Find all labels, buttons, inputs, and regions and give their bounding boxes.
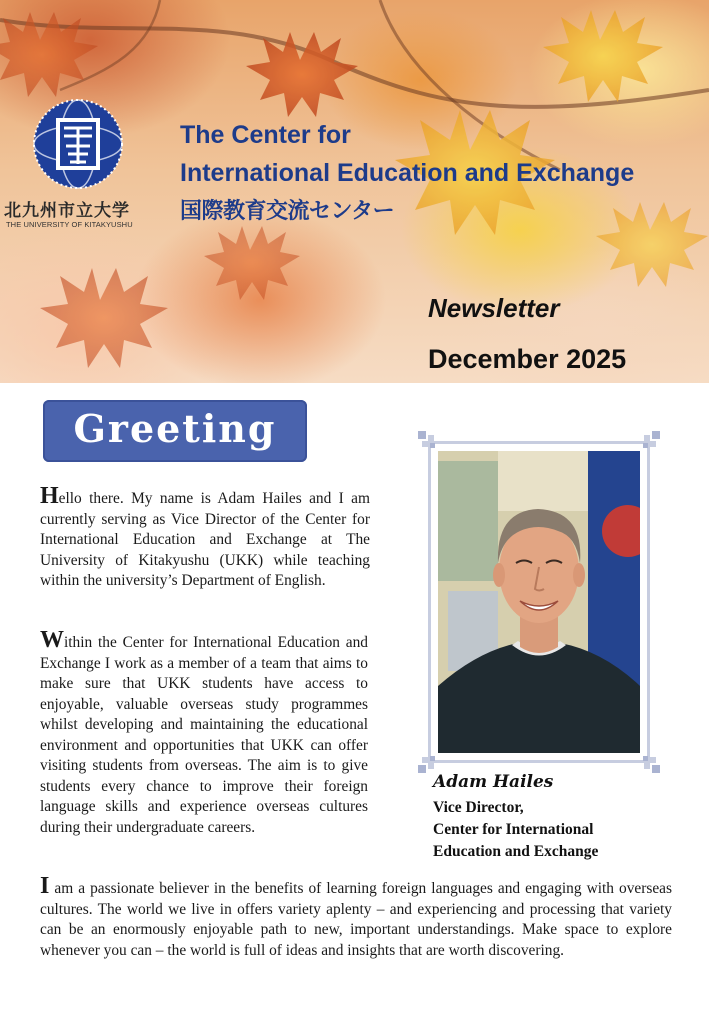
- profile-role-line2: Center for International: [433, 821, 594, 838]
- profile-name: Adam Hailes: [433, 772, 554, 792]
- portrait-photo: [438, 451, 640, 753]
- profile-role-line3: Education and Exchange: [433, 843, 599, 860]
- paragraph-role: [40, 628, 368, 838]
- newsletter-label: Newsletter: [428, 293, 560, 323]
- center-title-line1: The Center for: [180, 121, 351, 149]
- center-title: [180, 116, 705, 192]
- center-title-jp: 国際教育交流センター: [180, 199, 395, 224]
- frame-corner-icon: [418, 431, 448, 461]
- university-emblem-icon: [30, 96, 126, 192]
- paragraph-belief: [40, 874, 672, 961]
- profile-role: [433, 797, 683, 863]
- frame-corner-icon: [418, 743, 448, 773]
- frame-corner-icon: [630, 743, 660, 773]
- paragraph-intro: [40, 484, 370, 592]
- frame-corner-icon: [630, 431, 660, 461]
- greeting-heading-box: [43, 400, 307, 462]
- drop-cap: I: [40, 873, 50, 899]
- university-name-en: THE UNIVERSITY OF KITAKYUSHU: [6, 220, 133, 229]
- header-banner: [0, 0, 709, 383]
- drop-cap: W: [40, 627, 64, 653]
- paragraph-text: ello there. My name is Adam Hailes and I am currently serving as Vice Director of the Center for International Education and Exchange at The University of Kitakyushu (UKK) while teaching within the university’s Department of English.: [40, 490, 370, 589]
- issue-date: December 2025: [428, 344, 627, 374]
- portrait-frame: [418, 431, 660, 773]
- paragraph-text: am a passionate believer in the benefits of learning foreign languages and engaging with overseas cultures. The world we live in offers variety aplenty – and experiencing and processing that variety can be an enormously enjoyable path to new, important understandings. Make space to explore whenever you can – the world is full of ideas and insights that are worth discovering.: [40, 880, 672, 959]
- greeting-heading: Greeting: [73, 406, 277, 451]
- drop-cap: H: [40, 483, 59, 509]
- university-name-jp: 北九州市立大学: [4, 201, 130, 221]
- portrait-illustration: [438, 451, 640, 753]
- paragraph-text: ithin the Center for International Education and Exchange I work as a member of a team that aims to make sure that UKK students have access to enjoyable, valuable overseas study programmes whilst developing and maintaining the educational environment and opportunities that UKK can offer visiting students from overseas. The aim is to give students every chance to improve their foreign language skills and experience overseas cultures during their undergraduate careers.: [40, 634, 368, 836]
- center-title-line2: International Education and Exchange: [180, 159, 635, 187]
- profile-role-line1: Vice Director,: [433, 799, 524, 816]
